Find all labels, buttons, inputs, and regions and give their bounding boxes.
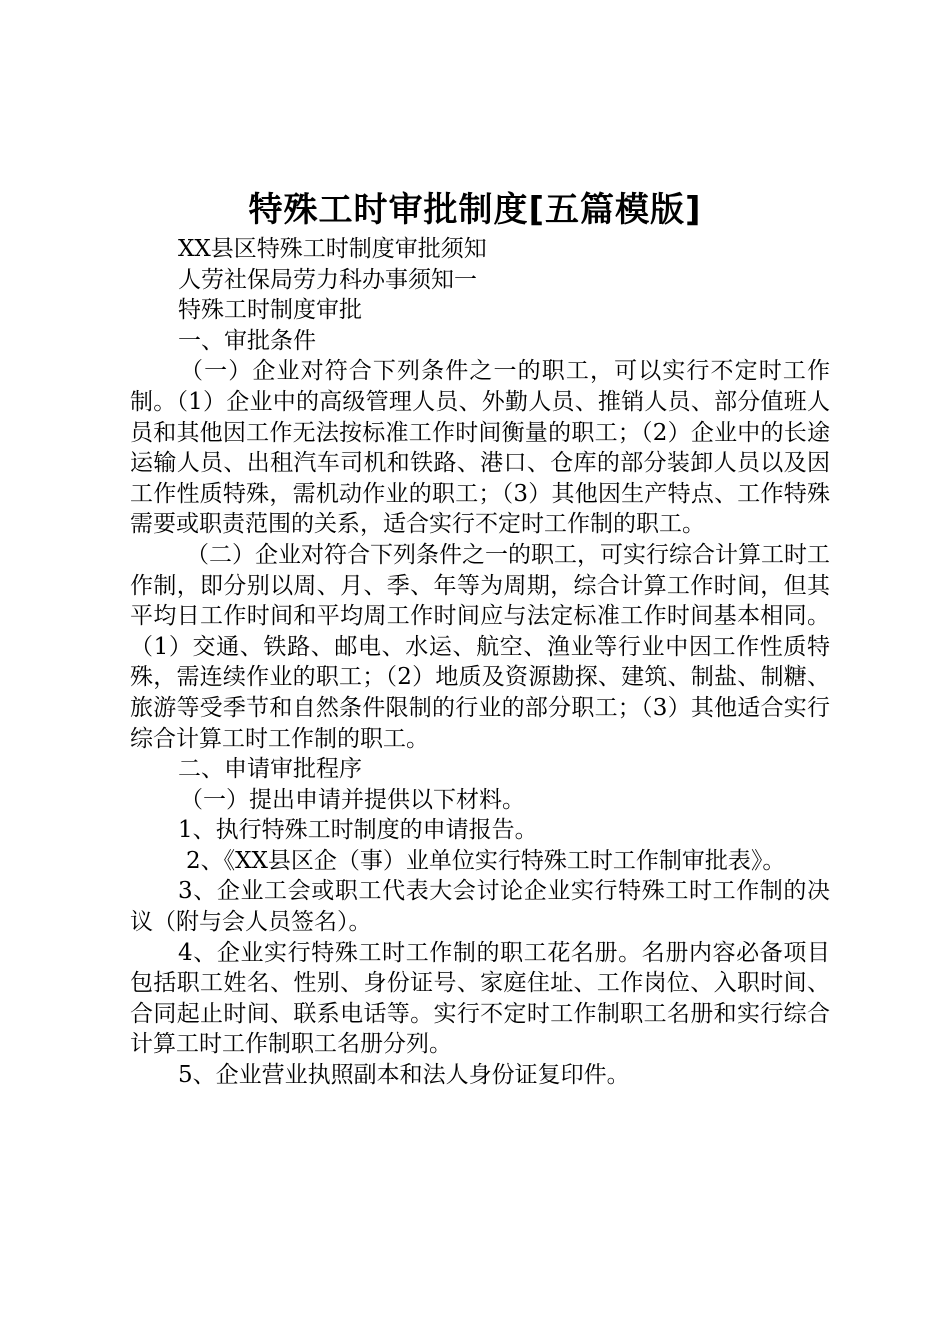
heading-approval-conditions: 一、审批条件 (178, 327, 316, 354)
list-item-material-1: 1、执行特殊工时制度的申请报告。 (178, 817, 538, 844)
paragraph-condition-2: （二）企业对符合下列条件之一的职工，可实行综合计算工时工作制，即分别以周、月、季、年等为周期，综合计算工作时间，但其平均日工作时间和平均周工作时间应与法定标准工作时间基本相同。（1）交通、铁路、邮电、水运、航空、渔业等行业中因工作性质特殊，需连续作业的职工；（2）地质及资源勘探、建筑、制盐、制糖、旅游等受季节和自然条件限制的行业的部分职工；（3）其他适合实行综合计算工时工作制的职工。 (130, 541, 830, 752)
list-item-material-4: 4、企业实行特殊工时工作制的职工花名册。名册内容必备项目包括职工姓名、性别、身份证号、家庭住址、工作岗位、入职时间、合同起止时间、联系电话等。实行不定时工作制职工名册和实行综合计算工时工作制职工名册分列。 (130, 939, 830, 1058)
paragraph-bureau-notice: 人劳社保局劳力科办事须知一 (178, 266, 477, 293)
paragraph-materials-intro: （一）提出申请并提供以下材料。 (180, 786, 525, 813)
document-title: 特殊工时审批制度[五篇模版] (248, 190, 702, 230)
paragraph-condition-1: （一）企业对符合下列条件之一的职工，可以实行不定时工作制。（1）企业中的高级管理人员、外勤人员、推销人员、部分值班人员和其他因工作无法按标准工作时间衡量的职工；（2）企业中的长途运输人员、出租汽车司机和铁路、港口、仓库的部分装卸人员以及因工作性质特殊，需机动作业的职工；（3）其他因生产特点、工作特殊需要或职责范围的关系，适合实行不定时工作制的职工。 (130, 358, 830, 538)
list-item-material-3: 3、企业工会或职工代表大会讨论企业实行特殊工时工作制的决议（附与会人员签名）。 (130, 878, 830, 936)
paragraph-section-heading: 特殊工时制度审批 (178, 297, 362, 324)
heading-application-procedure: 二、申请审批程序 (178, 756, 362, 783)
list-item-material-5: 5、企业营业执照副本和法人身份证复印件。 (178, 1062, 630, 1089)
paragraph-notice-title: XX县区特殊工时制度审批须知 (178, 236, 487, 262)
list-item-material-2: 2、《XX县区企（事）业单位实行特殊工时工作制审批表》。 (186, 847, 786, 874)
document-body (130, 234, 830, 1091)
